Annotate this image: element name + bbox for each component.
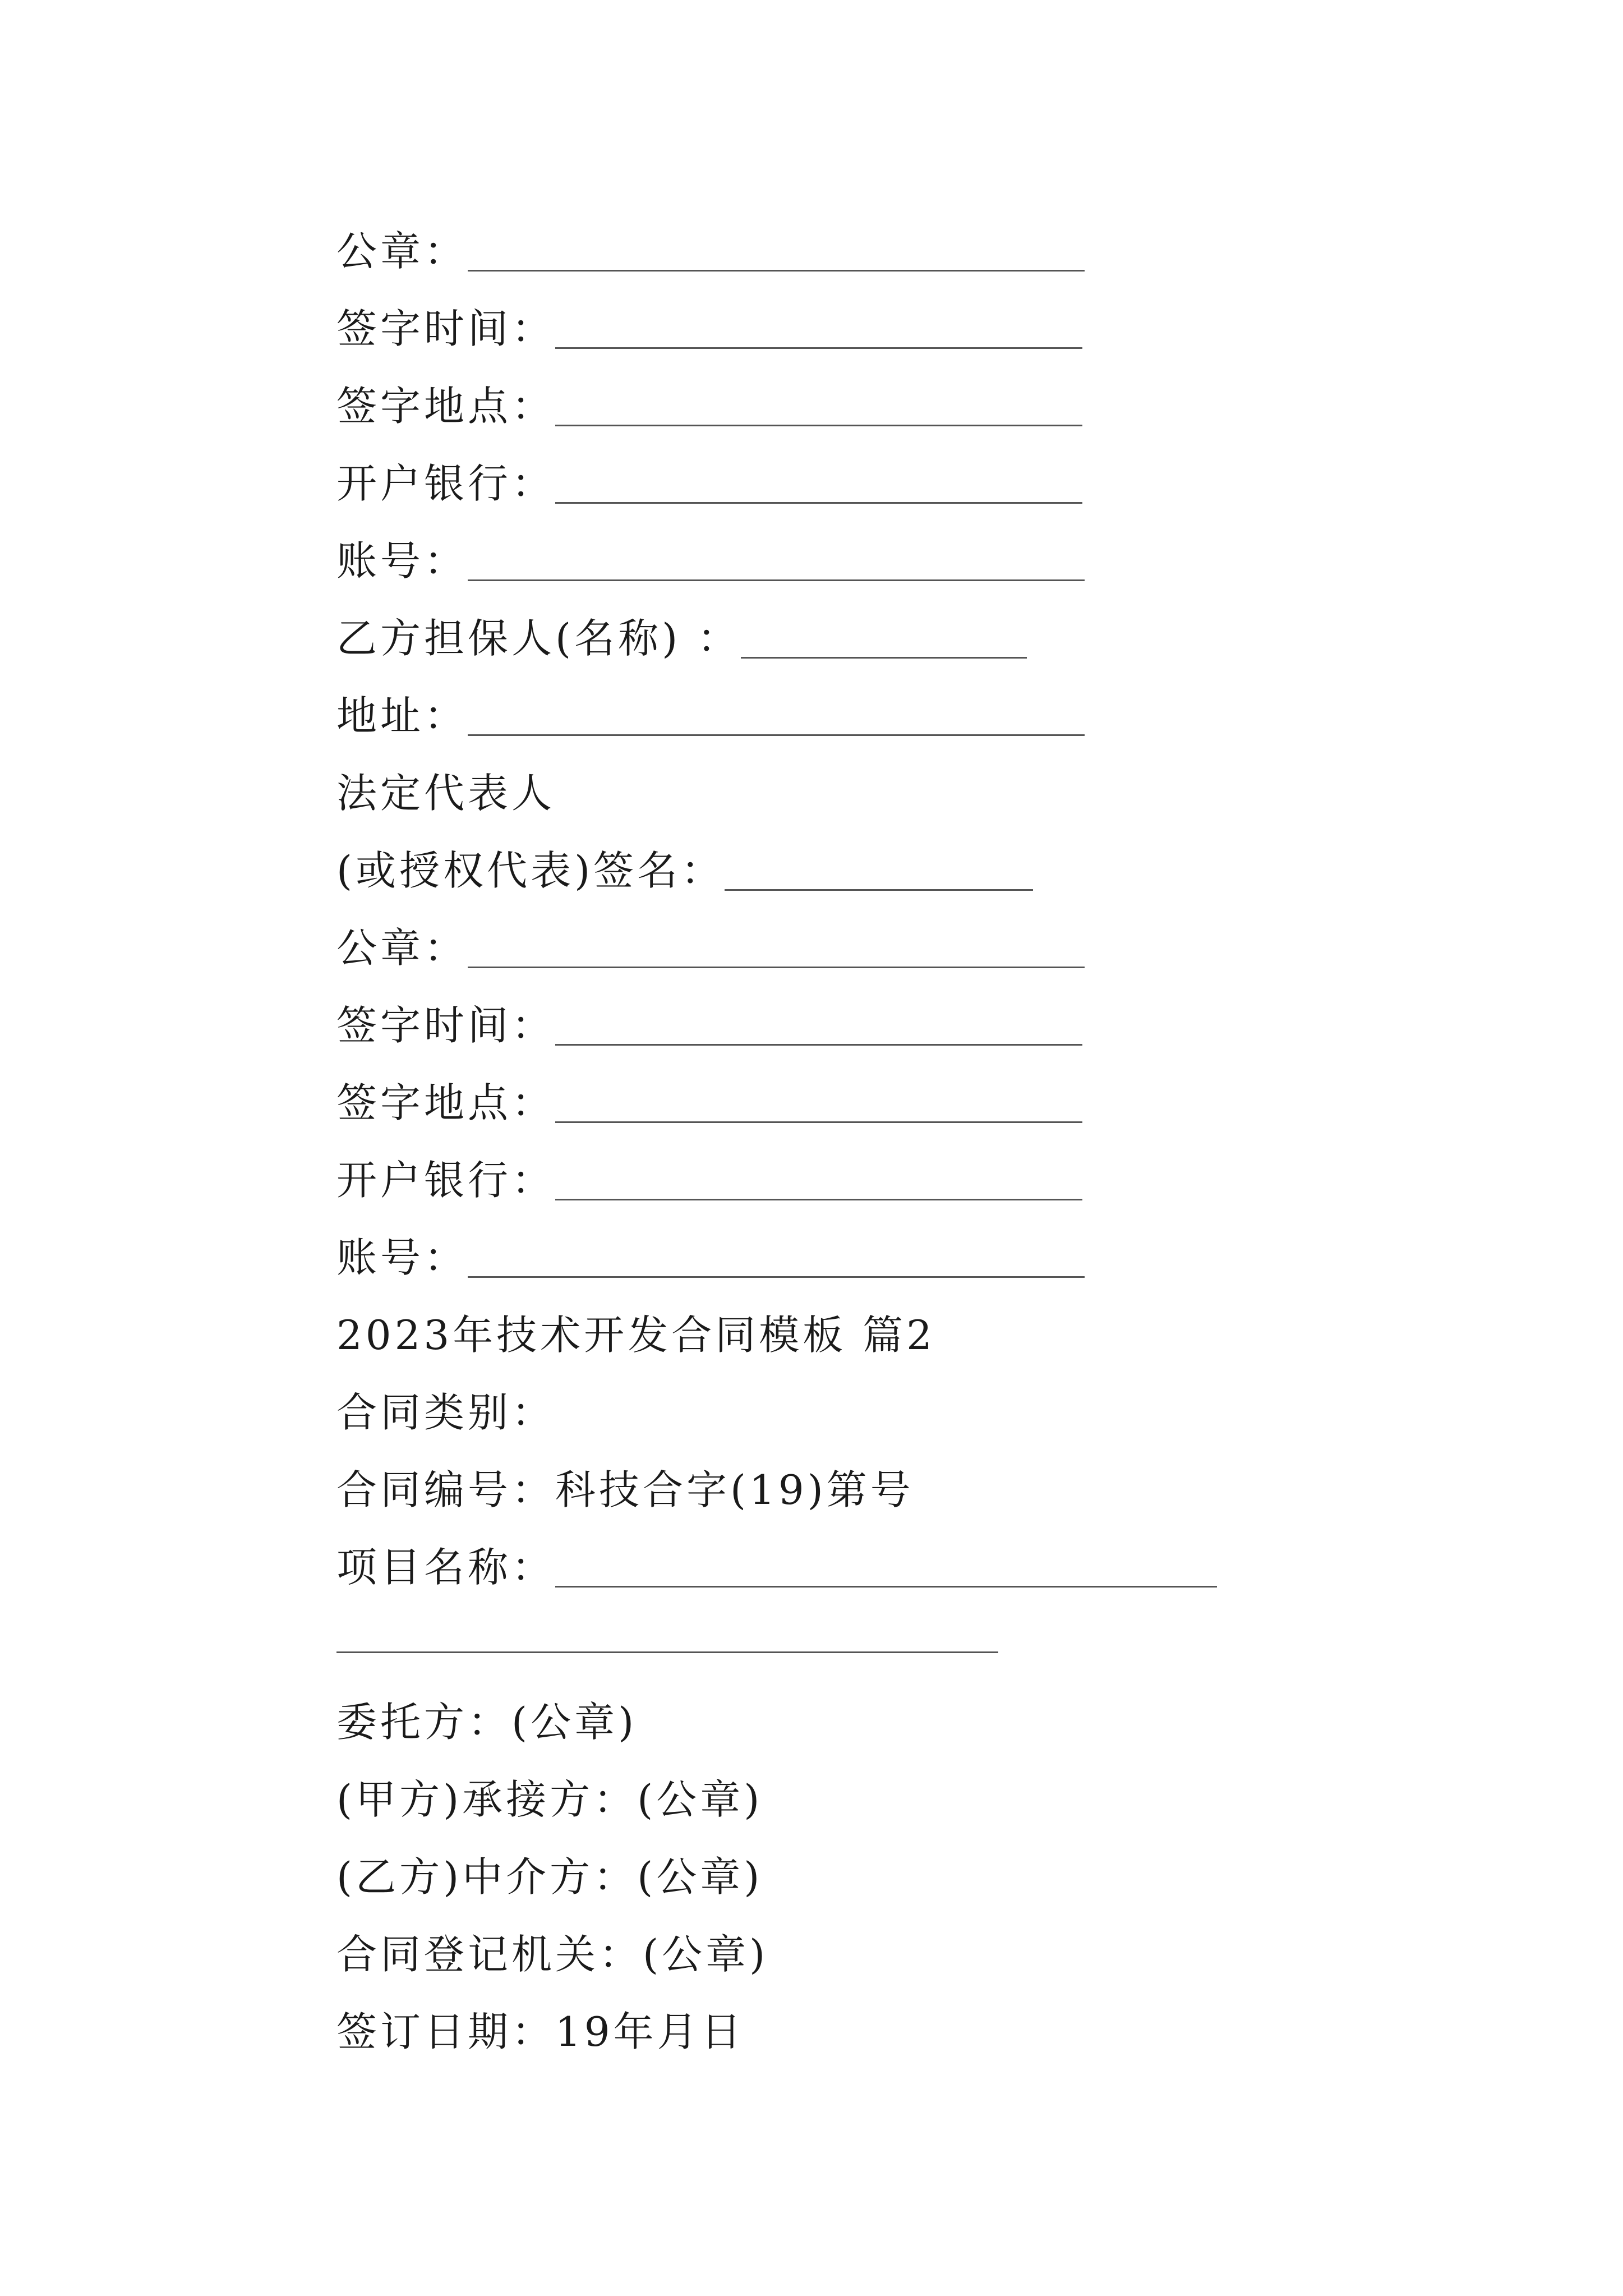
guarantor-signing-time-label: 签字时间： (336, 1002, 556, 1049)
authorized-signature-label: (或授权代表)签名： (336, 847, 725, 894)
guarantor-bank-label: 开户银行： (336, 1157, 556, 1204)
legal-representative-label: 法定代表人 (336, 770, 556, 817)
contractor-line (336, 1756, 763, 1823)
seal-line (336, 208, 1085, 275)
project-name-continuation-blank[interactable] (336, 1651, 998, 1653)
bank-line (336, 440, 1082, 507)
guarantor-name-label: 乙方担保人(名称) ： (336, 615, 741, 662)
guarantor-name-blank[interactable] (741, 656, 1027, 659)
signing-place-blank[interactable] (555, 424, 1082, 426)
guarantor-signing-time-blank[interactable] (555, 1043, 1082, 1046)
registration-authority-line (336, 1911, 768, 1978)
legal-representative-line (336, 749, 555, 817)
guarantor-signing-time-line (336, 982, 1082, 1049)
project-name-label: 项目名称： (336, 1544, 556, 1591)
contractor-label: (甲方)承接方：(公章) (336, 1776, 763, 1823)
contract-category-line (336, 1369, 555, 1436)
guarantor-account-blank[interactable] (468, 1275, 1085, 1278)
contract-number-line (336, 1446, 914, 1513)
guarantor-seal-label: 公章： (336, 924, 468, 972)
account-label: 账号： (336, 537, 468, 585)
intermediary-label: (乙方)中介方：(公章) (336, 1853, 763, 1901)
seal-blank[interactable] (468, 269, 1085, 272)
signing-time-label: 签字时间： (336, 305, 556, 352)
guarantor-account-line (336, 1214, 1085, 1281)
contract-category-label: 合同类别： (336, 1389, 556, 1436)
guarantor-account-label: 账号： (336, 1234, 468, 1281)
seal-label: 公章： (336, 228, 468, 275)
bank-label: 开户银行： (336, 460, 556, 507)
signing-date-line (336, 1988, 745, 2055)
address-line (336, 672, 1085, 739)
client-line (336, 1678, 637, 1746)
guarantor-signing-place-blank[interactable] (555, 1120, 1082, 1123)
bank-blank[interactable] (555, 501, 1082, 504)
section-heading (336, 1291, 935, 1359)
guarantor-seal-line (336, 904, 1085, 972)
authorized-signature-blank[interactable] (725, 888, 1033, 891)
guarantor-name-line (336, 595, 1027, 662)
intermediary-line (336, 1833, 763, 1901)
contract-number-label: 合同编号：科技合字(19)第号 (336, 1466, 914, 1513)
guarantor-bank-line (336, 1137, 1082, 1204)
signing-place-line (336, 362, 1082, 430)
section-heading-text: 2023年技术开发合同模板 篇2 (336, 1312, 935, 1359)
signing-place-label: 签字地点： (336, 383, 556, 430)
address-label: 地址： (336, 692, 468, 739)
address-blank[interactable] (468, 733, 1085, 736)
guarantor-seal-blank[interactable] (468, 965, 1085, 968)
authorized-signature-line (336, 827, 1033, 894)
guarantor-bank-blank[interactable] (555, 1198, 1082, 1200)
registration-authority-label: 合同登记机关：(公章) (336, 1931, 769, 1978)
account-blank[interactable] (468, 578, 1085, 581)
account-line (336, 517, 1085, 585)
guarantor-signing-place-line (336, 1059, 1082, 1126)
client-label: 委托方：(公章) (336, 1699, 638, 1746)
project-name-line (336, 1524, 1217, 1591)
signing-time-line (336, 285, 1082, 352)
guarantor-signing-place-label: 签字地点： (336, 1079, 556, 1126)
signing-date-label: 签订日期：19年月日 (336, 2008, 745, 2055)
project-name-blank[interactable] (555, 1585, 1217, 1588)
signing-time-blank[interactable] (555, 346, 1082, 349)
